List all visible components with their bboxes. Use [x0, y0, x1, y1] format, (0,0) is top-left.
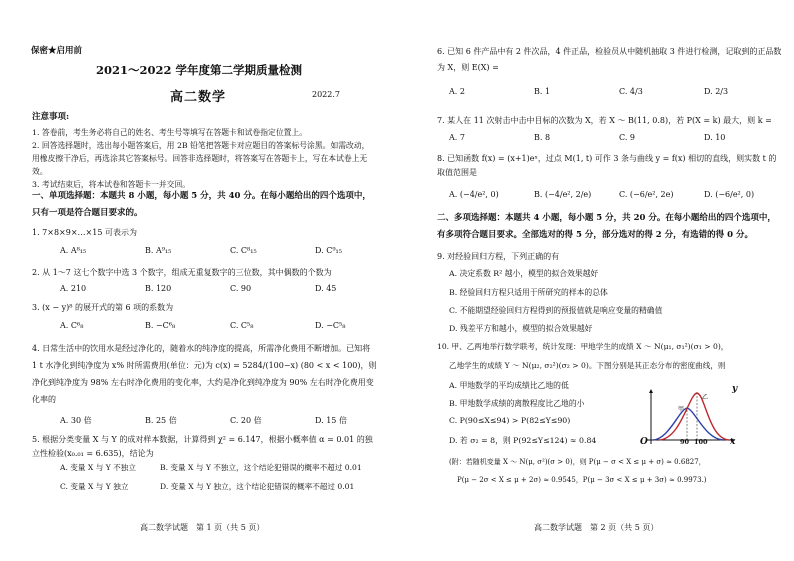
option: C. 4/3 — [619, 87, 643, 96]
question-10-line1: 10. 甲、乙两地举行数学联考，统计发现：甲地学生的成绩 X ～ N(μ₁, σ₁²)(σ₁ > 0)， — [437, 342, 729, 351]
option: D. 2/3 — [704, 87, 729, 96]
option: C. 不能期望经验回归方程得到的预报值就是响应变量的精确值 — [449, 306, 663, 315]
question-1-options — [60, 246, 375, 255]
option: D. 10 — [704, 133, 726, 142]
question-5-options-row1 — [60, 462, 362, 473]
option: B. 经验回归方程只适用于所研究的样本的总体 — [449, 288, 608, 297]
label-jia: 甲 — [678, 406, 685, 413]
question-4: 4. 日常生活中的饮用水是经过净化的，随着水的纯净度的提高，所需净化费用不断增加。已知将 1 t 水净化到纯净度为 x% 时所需费用(单位：元)为 c(x) = 5284/(100−x) (80 < x < 100)，则净化到纯净度为 98% 左右时净化费用的变化率，大约是净化到纯净度为 90% 左右时净化费用变化率的 — [32, 344, 377, 404]
option: C. 20 倍 — [230, 416, 262, 425]
option: A. 7 — [449, 133, 465, 142]
option: D. 15 倍 — [315, 416, 347, 425]
option: C. (−6/e², 2e) — [619, 190, 674, 199]
question-9: 9. 对经验回归方程，下列正确的有 — [437, 252, 560, 261]
notice-item-1: 1. 答卷前，考生务必将自己的姓名、考生号等填写在答题卡和试卷指定位置上。 — [32, 128, 308, 137]
option: B. (−4/e², 2/e) — [534, 190, 592, 199]
question-6-options — [449, 87, 764, 96]
option: C. P(90≤X≤94) > P(82≤Y≤90) — [449, 416, 571, 425]
question-1: 1. 7×8×9×…×15 可表示为 — [32, 228, 137, 237]
y-axis-label: y — [732, 384, 738, 394]
question-2-options — [60, 284, 375, 293]
question-6: 6. 已知 6 件产品中有 2 件次品，4 件正品，检验员从中随机抽取 3 件进行检测，记取到的正品数为 X，则 E(X) = — [437, 47, 782, 72]
curve-yi — [659, 393, 729, 440]
option: B. 甲地数学成绩的离散程度比乙地的小 — [449, 399, 585, 408]
option: B. A⁹₁₅ — [145, 246, 172, 255]
option: D. C⁹₁₅ — [315, 246, 342, 255]
option: D. 变量 X 与 Y 独立，这个结论犯错误的概率不超过 0.01 — [160, 482, 355, 491]
notice-title: 注意事项: — [32, 112, 70, 122]
tick-100: 100 — [694, 438, 708, 446]
question-10-note-2: P(μ − 2σ < X ≤ μ + 2σ) ≈ 0.9545，P(μ − 3σ < X ≤ μ + 3σ) ≈ 0.9973.) — [457, 476, 707, 484]
option: B. 25 倍 — [145, 416, 177, 425]
option: D. 残差平方和越小，模型的拟合效果越好 — [449, 324, 593, 333]
section-single-choice: 一、单项选择题：本题共 8 小题，每小题 5 分，共 40 分。在每小题给出的四个选项中，只有一项是符合题目要求的。 — [32, 191, 371, 218]
y-axis-arrow-icon — [649, 389, 653, 393]
option: C. 变量 X 与 Y 独立 — [60, 482, 129, 491]
question-10-note-1: (附：若随机变量 X ～ N(μ, σ²)(σ > 0)，则 P(μ − σ < X ≤ μ + σ) ≈ 0.6827， — [449, 458, 706, 466]
question-8-options — [449, 190, 779, 199]
question-5-options-row2 — [60, 481, 354, 492]
option: C. C⁸₁₅ — [230, 246, 257, 255]
label-yi: 乙 — [702, 394, 709, 401]
option: A. 甲地数学的平均成绩比乙地的低 — [449, 381, 569, 390]
question-4-options — [60, 415, 375, 426]
option: C. C⁵₈ — [230, 321, 254, 330]
question-5: 5. 根据分类变量 X 与 Y 的成对样本数据，计算得到 χ² = 6.147，根据小概率值 α = 0.01 的独立性检验(x₀.₀₁ = 6.635)，结论为 — [32, 435, 373, 458]
option: D. −C⁵₈ — [315, 321, 346, 330]
option: D. (−6/e², 0) — [704, 190, 755, 199]
option: C. 90 — [230, 284, 252, 293]
option: A. 2 — [449, 87, 465, 96]
question-3: 3. (x − y)⁸ 的展开式的第 6 项的系数为 — [32, 303, 174, 312]
option: B. 8 — [534, 133, 551, 142]
notice-item-3: 3. 考试结束后，将本试卷和答题卡一并交回。 — [32, 180, 191, 189]
question-10-line2: 乙地学生的成绩 Y ～ N(μ₂, σ₂²)(σ₂ > 0)。下图分别是其正态分布的密度曲线，则 — [449, 361, 726, 370]
page-footer: 高二数学试题 第 2 页（共 5 页） — [534, 523, 659, 532]
exam-title: 2021～2022 学年度第二学期质量检测 — [96, 63, 303, 77]
option: A. 决定系数 R² 越小，模型的拟合效果越好 — [449, 269, 599, 278]
option: A. 210 — [60, 284, 87, 293]
page-footer: 高二数学试题 第 1 页（共 5 页） — [140, 523, 265, 532]
option: B. −C⁶₈ — [145, 321, 176, 330]
exam-date: 2022.7 — [312, 90, 340, 99]
option: A. (−4/e², 0) — [449, 190, 499, 199]
section-multiple-choice: 二、多项选择题：本题共 4 小题，每小题 5 分，共 20 分。在每小题给出的四个选项中，有多项符合题目要求。全部选对的得 5 分，部分选对的得 2 分，有选错的得 0 分。 — [437, 213, 776, 240]
option: A. 30 倍 — [60, 416, 92, 425]
option: B. 1 — [534, 87, 551, 96]
option: D. 45 — [315, 284, 337, 293]
question-8: 8. 已知函数 f(x) = (x+1)eˣ，过点 M(1, t) 可作 3 条与曲线 y = f(x) 相切的直线，则实数 t 的取值范围是 — [437, 154, 777, 177]
option: A. 变量 X 与 Y 不独立 — [60, 463, 136, 472]
notice-item-2: 2. 回答选择题时，选出每小题答案后，用 2B 铅笔把答题卡对应题目的答案标号涂黑。如需改动，用橡皮擦干净后，再选涂其它答案标号。回答非选择题时，将答案写在答题卡上，写在本试卷上无效。 — [32, 141, 370, 176]
confidential-mark: 保密★启用前 — [31, 46, 83, 56]
option: A. C⁶₈ — [60, 321, 84, 330]
page-right — [397, 0, 794, 561]
question-7: 7. 某人在 11 次射击中击中目标的次数为 X，若 X ～ B(11, 0.8)，若 P(X = k) 最大，则 k = — [437, 116, 772, 125]
x-axis-label: x — [730, 437, 736, 447]
option: B. 120 — [145, 284, 172, 293]
origin-label: O — [640, 437, 648, 447]
question-7-options — [449, 133, 764, 142]
question-3-options — [60, 321, 375, 330]
question-2: 2. 从 1～7 这七个数字中选 3 个数字，组成无重复数字的三位数，其中偶数的个数为 — [32, 268, 332, 277]
exam-subject: 高二数学 — [170, 90, 227, 105]
tick-90: 90 — [680, 438, 690, 446]
option: C. 9 — [619, 133, 636, 142]
option: B. 变量 X 与 Y 不独立，这个结论犯错误的概率不超过 0.01 — [160, 463, 362, 472]
option: D. 若 σ₂ = 8，则 P(92≤Y≤124) ≈ 0.84 — [449, 436, 597, 445]
option: A. A⁸₁₅ — [60, 246, 87, 255]
